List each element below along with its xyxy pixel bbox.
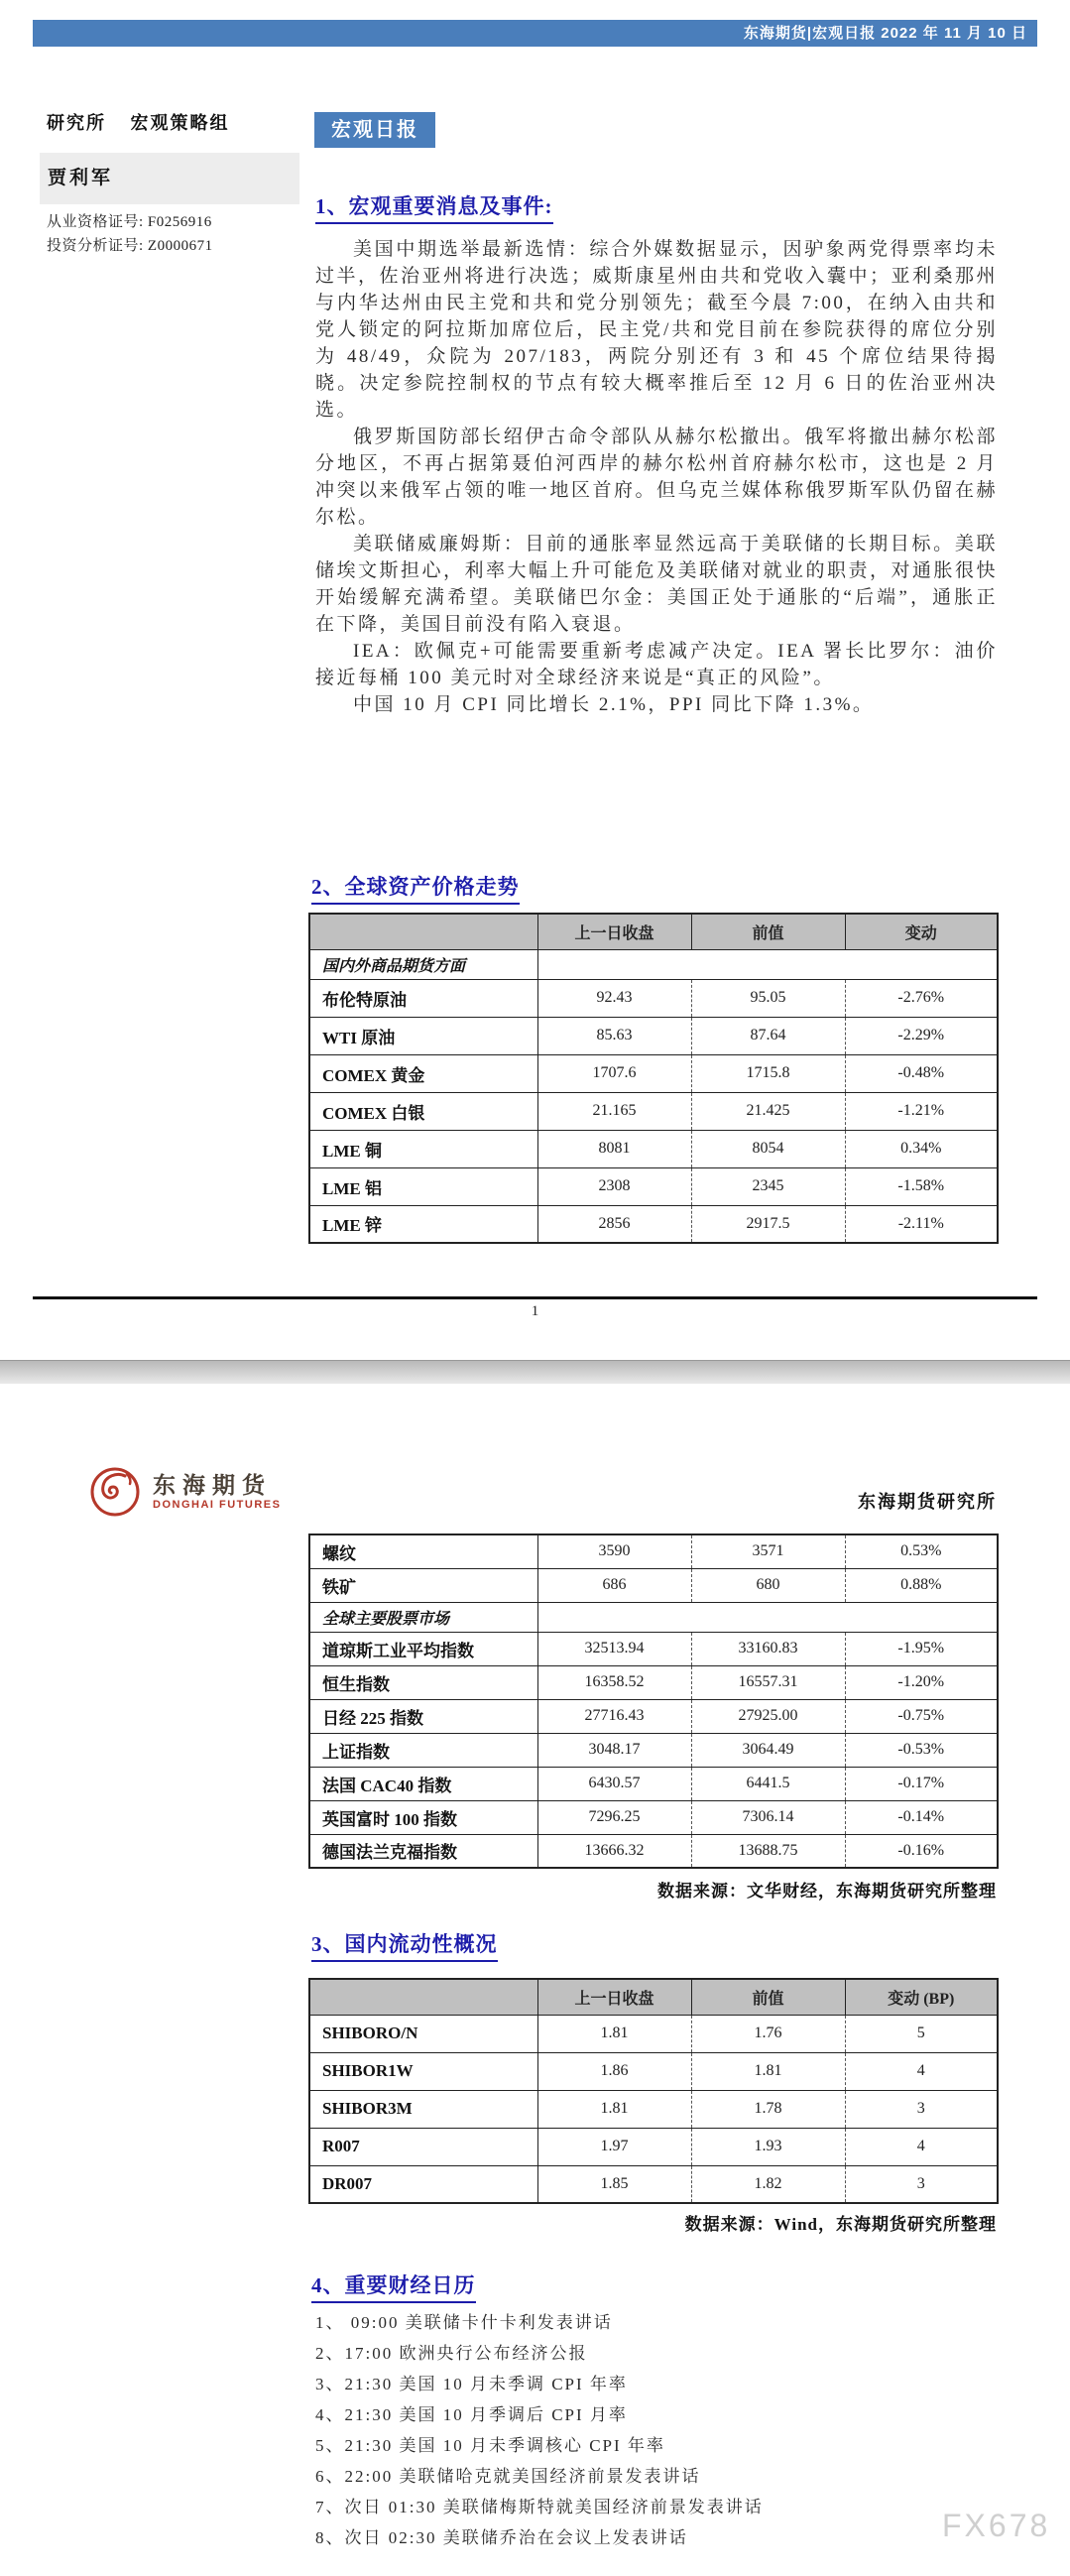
row-label: SHIBOR3M	[309, 2090, 537, 2128]
company-logo	[87, 1464, 281, 1520]
data-source-assets: 数据来源：文华财经，东海期货研究所整理	[657, 1882, 997, 1901]
news-paragraph: IEA：欧佩克+可能需要重新考虑减产决定。IEA 署长比罗尔：油价接近每桶 100 美元时对全球经济来说是“真正的风险”。	[315, 641, 998, 688]
row-label: LME 铜	[309, 1130, 537, 1167]
change-value: -0.48%	[845, 1054, 998, 1092]
asset-price-table-page1	[308, 913, 999, 1244]
prev-close-value: 13666.32	[537, 1834, 691, 1868]
table-row	[309, 1834, 998, 1868]
liquidity-table	[308, 1978, 999, 2204]
prior-value: 8054	[691, 1130, 845, 1167]
table-row	[309, 979, 998, 1017]
prev-close-value: 2308	[537, 1167, 691, 1205]
row-label: SHIBOR1W	[309, 2052, 537, 2090]
change-value: -2.76%	[845, 979, 998, 1017]
header-change: 变动	[845, 914, 998, 949]
prior-value: 1.78	[691, 2090, 845, 2128]
change-value: 0.88%	[845, 1568, 998, 1602]
change-value: 0.34%	[845, 1130, 998, 1167]
change-value: -0.14%	[845, 1800, 998, 1834]
header-empty	[309, 914, 537, 949]
calendar-item: 5、21:30 美国 10 月未季调核心 CPI 年率	[315, 2436, 665, 2455]
table-row	[309, 1767, 998, 1800]
header-prev-close: 上一日收盘	[537, 1979, 691, 2015]
change-value: 5	[845, 2015, 998, 2052]
prev-close-value: 1.85	[537, 2165, 691, 2203]
section-3-heading: 3、国内流动性概况	[311, 1928, 498, 1962]
row-label: SHIBORO/N	[309, 2015, 537, 2052]
table-section-row	[309, 949, 998, 979]
change-value: 3	[845, 2090, 998, 2128]
row-label: 日经 225 指数	[309, 1699, 537, 1733]
asset-price-table-page2	[308, 1533, 999, 1869]
row-label: COMEX 白银	[309, 1092, 537, 1130]
prior-value: 7306.14	[691, 1800, 845, 1834]
donghai-logo-icon	[87, 1464, 143, 1520]
prev-close-value: 686	[537, 1568, 691, 1602]
change-value: 0.53%	[845, 1534, 998, 1568]
header-prior-value: 前值	[691, 914, 845, 949]
calendar-item: 6、22:00 美联储哈克就美国经济前景发表讲话	[315, 2467, 701, 2486]
calendar-item: 7、次日 01:30 美联储梅斯特就美国经济前景发表讲话	[315, 2498, 764, 2516]
calendar-item: 3、21:30 美国 10 月未季调 CPI 年率	[315, 2375, 628, 2393]
row-label: 法国 CAC40 指数	[309, 1767, 537, 1800]
row-label: R007	[309, 2128, 537, 2165]
news-paragraph: 俄罗斯国防部长绍伊古命令部队从赫尔松撤出。俄军将撤出赫尔松部分地区，不再占据第聂伯河西岸的赫尔松州首府赫尔松市，这也是 2 月冲突以来俄军占领的唯一地区首府。但乌克兰媒体称俄罗斯军队仍留在赫尔松。	[315, 427, 999, 528]
section-4-heading: 4、重要财经日历	[311, 2269, 476, 2303]
prior-value: 680	[691, 1568, 845, 1602]
prev-close-value: 3048.17	[537, 1733, 691, 1767]
change-value: 4	[845, 2052, 998, 2090]
row-label: LME 铝	[309, 1167, 537, 1205]
prior-value: 1.81	[691, 2052, 845, 2090]
fx678-watermark: FX678	[942, 2508, 1051, 2543]
header-prior-value: 前值	[691, 1979, 845, 2015]
header-change-bp: 变动 (BP)	[845, 1979, 998, 2015]
row-label: 道琼斯工业平均指数	[309, 1632, 537, 1665]
prior-value: 21.425	[691, 1092, 845, 1130]
section-label: 国内外商品期货方面	[309, 949, 537, 979]
row-label: WTI 原油	[309, 1017, 537, 1054]
prev-close-value: 1.81	[537, 2015, 691, 2052]
change-value: 4	[845, 2128, 998, 2165]
section-1-heading: 1、宏观重要消息及事件:	[315, 190, 553, 224]
change-value: -2.29%	[845, 1017, 998, 1054]
row-label: 恒生指数	[309, 1665, 537, 1699]
row-label: DR007	[309, 2165, 537, 2203]
prior-value: 16557.31	[691, 1665, 845, 1699]
empty-cell	[845, 949, 998, 979]
empty-cell	[537, 949, 691, 979]
calendar-item: 1、 09:00 美联储卡什卡利发表讲话	[315, 2313, 613, 2332]
economic-calendar-list	[315, 2307, 1010, 2553]
prior-value: 1.82	[691, 2165, 845, 2203]
row-label: COMEX 黄金	[309, 1054, 537, 1092]
prior-value: 27925.00	[691, 1699, 845, 1733]
news-paragraph: 中国 10 月 CPI 同比增长 2.1%，PPI 同比下降 1.3%。	[353, 694, 875, 715]
prev-close-value: 7296.25	[537, 1800, 691, 1834]
table-header-row	[309, 1979, 998, 2015]
table-row	[309, 2090, 998, 2128]
row-label: LME 锌	[309, 1205, 537, 1243]
prev-close-value: 1.86	[537, 2052, 691, 2090]
group-label: 宏观策略组	[130, 113, 230, 133]
prior-value: 3571	[691, 1534, 845, 1568]
table-row	[309, 1167, 998, 1205]
logo-chinese-name: 东海期货	[153, 1473, 272, 1498]
row-label: 螺纹	[309, 1534, 537, 1568]
empty-cell	[691, 949, 845, 979]
prior-value: 1.93	[691, 2128, 845, 2165]
change-value: -0.16%	[845, 1834, 998, 1868]
table-row	[309, 2128, 998, 2165]
prev-close-value: 3590	[537, 1534, 691, 1568]
logo-english-name: DONGHAI FUTURES	[153, 1499, 282, 1511]
change-value: 3	[845, 2165, 998, 2203]
row-label: 布伦特原油	[309, 979, 537, 1017]
department-line	[47, 109, 230, 135]
row-label: 上证指数	[309, 1733, 537, 1767]
table-row	[309, 2052, 998, 2090]
prior-value: 2345	[691, 1167, 845, 1205]
empty-cell	[691, 1602, 845, 1632]
prior-value: 87.64	[691, 1017, 845, 1054]
row-label: 英国富时 100 指数	[309, 1800, 537, 1834]
calendar-item: 8、次日 02:30 美联储乔治在会议上发表讲话	[315, 2528, 688, 2547]
header-empty	[309, 1979, 537, 2015]
page-footer-rule	[33, 1296, 1037, 1299]
empty-cell	[845, 1602, 998, 1632]
section-label: 全球主要股票市场	[309, 1602, 537, 1632]
analyst-name: 贾利军	[48, 168, 114, 188]
prev-close-value: 21.165	[537, 1092, 691, 1130]
prev-close-value: 2856	[537, 1205, 691, 1243]
table-row	[309, 1665, 998, 1699]
change-value: -0.75%	[845, 1699, 998, 1733]
page-break-divider	[0, 1360, 1070, 1384]
prev-close-value: 6430.57	[537, 1767, 691, 1800]
banner-title: 东海期货|宏观日报 2022 年 11 月 10 日	[743, 25, 1027, 42]
change-value: -1.20%	[845, 1665, 998, 1699]
prior-value: 1.76	[691, 2015, 845, 2052]
table-row	[309, 1699, 998, 1733]
table-row	[309, 1054, 998, 1092]
news-paragraph: 美国中期选举最新选情：综合外媒数据显示，因驴象两党得票率均未过半，佐治亚州将进行决选；威斯康星州由共和党收入囊中；亚利桑那州与内华达州由民主党和共和党分别领先；截至今晨 7:00，在纳入由共和党人锁定的阿拉斯加席位后，民主党/共和党目前在参院获得的席位分别为 48/49，众院为 207/183，两院分别还有 3 和 45 个席位结果待揭晓。决定参院控制权的节点有较大概率推后至 12 月 6 日的佐治亚州决选。	[315, 239, 999, 421]
change-value: -2.11%	[845, 1205, 998, 1243]
prior-value: 2917.5	[691, 1205, 845, 1243]
analyst-credentials	[47, 210, 213, 258]
prev-close-value: 1.81	[537, 2090, 691, 2128]
table-row	[309, 1205, 998, 1243]
report-type-badge: 宏观日报	[314, 112, 435, 148]
data-source-liquidity: 数据来源：Wind，东海期货研究所整理	[684, 2215, 997, 2234]
table-row	[309, 1017, 998, 1054]
credential-line: 投资分析证号: Z0000671	[47, 238, 213, 254]
page-number: 1	[531, 1303, 539, 1319]
table-row	[309, 1568, 998, 1602]
prior-value: 1715.8	[691, 1054, 845, 1092]
news-paragraphs	[315, 236, 998, 718]
prev-close-value: 1707.6	[537, 1054, 691, 1092]
prior-value: 6441.5	[691, 1767, 845, 1800]
table-row	[309, 1632, 998, 1665]
prior-value: 13688.75	[691, 1834, 845, 1868]
table-section-row	[309, 1602, 998, 1632]
calendar-item: 2、17:00 欧洲央行公布经济公报	[315, 2344, 588, 2363]
table-row	[309, 2165, 998, 2203]
table-header-row	[309, 914, 998, 949]
dept-label: 研究所	[47, 113, 106, 133]
change-value: -0.53%	[845, 1733, 998, 1767]
credential-line: 从业资格证号: F0256916	[47, 214, 212, 230]
change-value: -1.21%	[845, 1092, 998, 1130]
prior-value: 3064.49	[691, 1733, 845, 1767]
section-2-heading: 2、全球资产价格走势	[311, 871, 520, 905]
header-prev-close: 上一日收盘	[537, 914, 691, 949]
change-value: -1.58%	[845, 1167, 998, 1205]
table-row	[309, 1130, 998, 1167]
change-value: -1.95%	[845, 1632, 998, 1665]
analyst-box	[40, 153, 299, 204]
top-banner	[33, 20, 1037, 47]
row-label: 铁矿	[309, 1568, 537, 1602]
prev-close-value: 1.97	[537, 2128, 691, 2165]
prev-close-value: 16358.52	[537, 1665, 691, 1699]
prev-close-value: 8081	[537, 1130, 691, 1167]
prior-value: 33160.83	[691, 1632, 845, 1665]
prev-close-value: 92.43	[537, 979, 691, 1017]
table-row	[309, 1733, 998, 1767]
table-row	[309, 1092, 998, 1130]
prev-close-value: 85.63	[537, 1017, 691, 1054]
calendar-item: 4、21:30 美国 10 月季调后 CPI 月率	[315, 2405, 628, 2424]
change-value: -0.17%	[845, 1767, 998, 1800]
logo-text	[153, 1473, 281, 1511]
news-paragraph: 美联储威廉姆斯：目前的通胀率显然远高于美联储的长期目标。美联储埃文斯担心，利率大幅上升可能危及美联储对就业的职责，对通胀很快开始缓解充满希望。美联储巴尔金：美国正处于通胀的“后端”，通胀正在下降，美国目前没有陷入衰退。	[315, 534, 999, 635]
empty-cell	[537, 1602, 691, 1632]
prev-close-value: 32513.94	[537, 1632, 691, 1665]
row-label: 德国法兰克福指数	[309, 1834, 537, 1868]
table-row	[309, 1800, 998, 1834]
table-row	[309, 1534, 998, 1568]
research-institute-label: 东海期货研究所	[858, 1492, 997, 1512]
table-row	[309, 2015, 998, 2052]
prev-close-value: 27716.43	[537, 1699, 691, 1733]
prior-value: 95.05	[691, 979, 845, 1017]
